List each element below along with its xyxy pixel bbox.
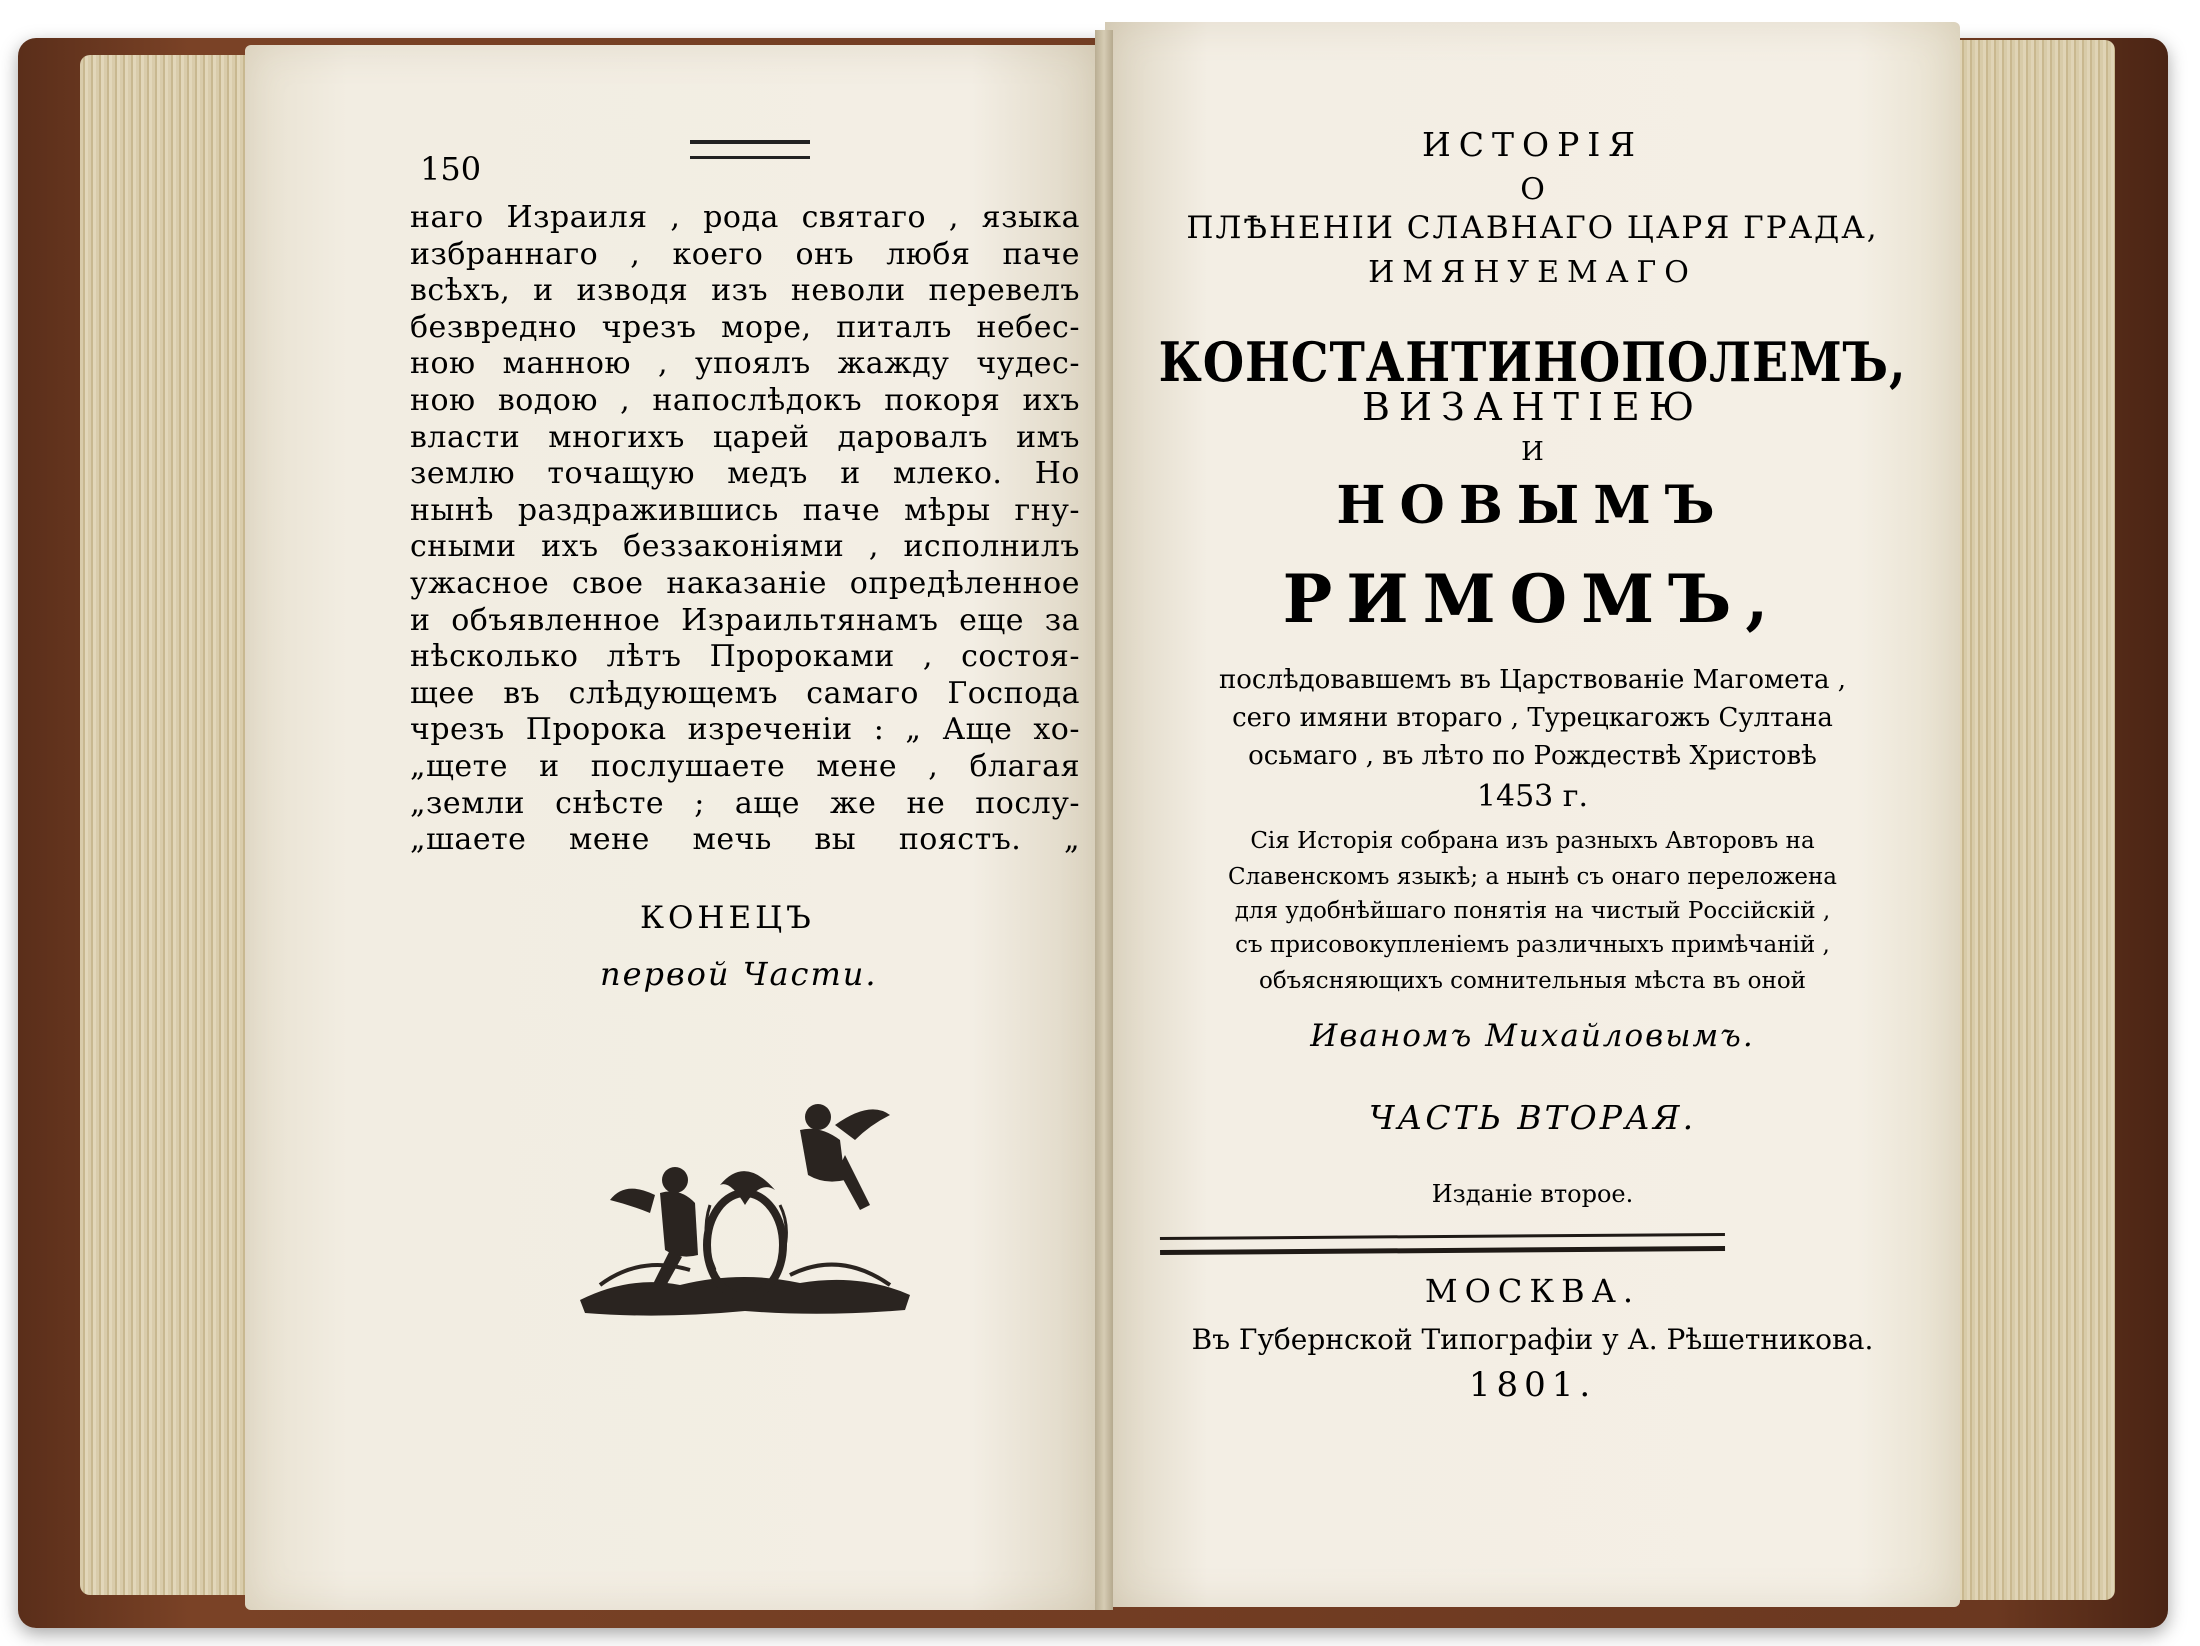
header-rule xyxy=(690,140,810,159)
body-line: ужасное свое наказаніе опредѣленное xyxy=(410,565,1080,601)
title-line-1: ИСТОРІЯ xyxy=(1422,125,1643,164)
body-line: ною манною , упоялъ жажду чудес- xyxy=(410,346,1080,382)
cherub-vignette-illustration xyxy=(570,1085,920,1325)
end-heading: КОНЕЦЪ xyxy=(640,900,815,936)
body-line: нынѣ раздражившись паче мѣры гну- xyxy=(410,492,1080,528)
part-heading: ЧАСТЬ ВТОРАЯ. xyxy=(1368,1098,1697,1137)
note-line: съ присовокупленіемъ различныхъ примѣчаній , xyxy=(1235,932,1830,958)
body-line: избраннаго , коего онъ любя паче xyxy=(410,236,1080,272)
body-line: безвредно чрезъ море, питалъ небес- xyxy=(410,309,1080,345)
author-name: Иваномъ Михайловымъ. xyxy=(1310,1018,1755,1054)
body-text xyxy=(410,200,1080,859)
note-line: Славенскомъ языкѣ; а нынѣ съ онаго переложена xyxy=(1227,864,1838,890)
body-line: нѣсколько лѣтъ Пророками , состоя- xyxy=(410,639,1080,675)
body-line: „шаете мене мечь вы поястъ. „ xyxy=(410,822,1080,858)
subtitle-year: 1453 г. xyxy=(1476,779,1589,814)
imprint-press: Въ Губернской Типографіи у А. Рѣшетникова. xyxy=(1191,1323,1874,1356)
subtitle-line: послѣдовавшемъ въ Царствованіе Магомета , xyxy=(1218,665,1847,695)
end-subheading: первой Части. xyxy=(600,955,878,993)
body-line: землю точащую медъ и млеко. Но xyxy=(410,456,1080,492)
note-line: Сія Исторія собрана изъ разныхъ Авторовъ на xyxy=(1250,828,1815,854)
imprint-year: 1801. xyxy=(1468,1365,1597,1405)
body-line: ною водою , напослѣдокъ покоря ихъ xyxy=(410,382,1080,418)
title-line-5: КОНСТАНТИНОПОЛЕМЪ, xyxy=(1158,330,1907,394)
title-line-7: И xyxy=(1521,437,1544,467)
body-line: чрезъ Пророка изреченіи : „ Аще хо- xyxy=(410,712,1080,748)
title-line-6: ВИЗАНТІЕЮ xyxy=(1361,385,1704,429)
title-line-2: О xyxy=(1520,172,1545,207)
note-line: объясняющихъ сомнительныя мѣста въ оной xyxy=(1258,968,1807,994)
body-line: „земли снѣсте ; аще же не послу- xyxy=(410,785,1080,821)
body-line: щее въ слѣдующемъ самаго Господа xyxy=(410,675,1080,711)
title-line-9: РИМОМЪ, xyxy=(1282,560,1783,638)
edition-label: Изданіе второе. xyxy=(1431,1180,1634,1208)
body-line: власти многихъ царей даровалъ имъ xyxy=(410,419,1080,455)
subtitle-line: сего имяни втораго , Турецкагожъ Султана xyxy=(1232,703,1833,733)
body-line: сными ихъ беззаконіями , исполнилъ xyxy=(410,529,1080,565)
body-line: „щете и послушаете мене , благая xyxy=(410,748,1080,784)
body-line: и объявленное Израильтянамъ еще за xyxy=(410,602,1080,638)
title-line-8: НОВЫМЪ xyxy=(1336,475,1729,536)
page-edges-right xyxy=(1935,40,2115,1600)
subtitle-line: осьмаго , въ лѣто по Рождествѣ Христовѣ xyxy=(1248,741,1817,771)
title-line-3: ПЛѢНЕНІИ СЛАВНАГО ЦАРЯ ГРАДА, xyxy=(1186,210,1879,246)
page-edges-left xyxy=(80,55,270,1595)
body-line: всѣхъ, и изводя изъ неволи перевелъ xyxy=(410,273,1080,309)
body-line: наго Израиля , рода святаго , языка xyxy=(410,200,1080,235)
title-line-4: ИМЯНУЕМАГО xyxy=(1368,255,1697,290)
note-line: для удобнѣйшаго понятія на чистый Россійскій , xyxy=(1234,898,1831,924)
imprint-city: МОСКВА. xyxy=(1424,1272,1641,1310)
page-number: 150 xyxy=(420,150,482,188)
